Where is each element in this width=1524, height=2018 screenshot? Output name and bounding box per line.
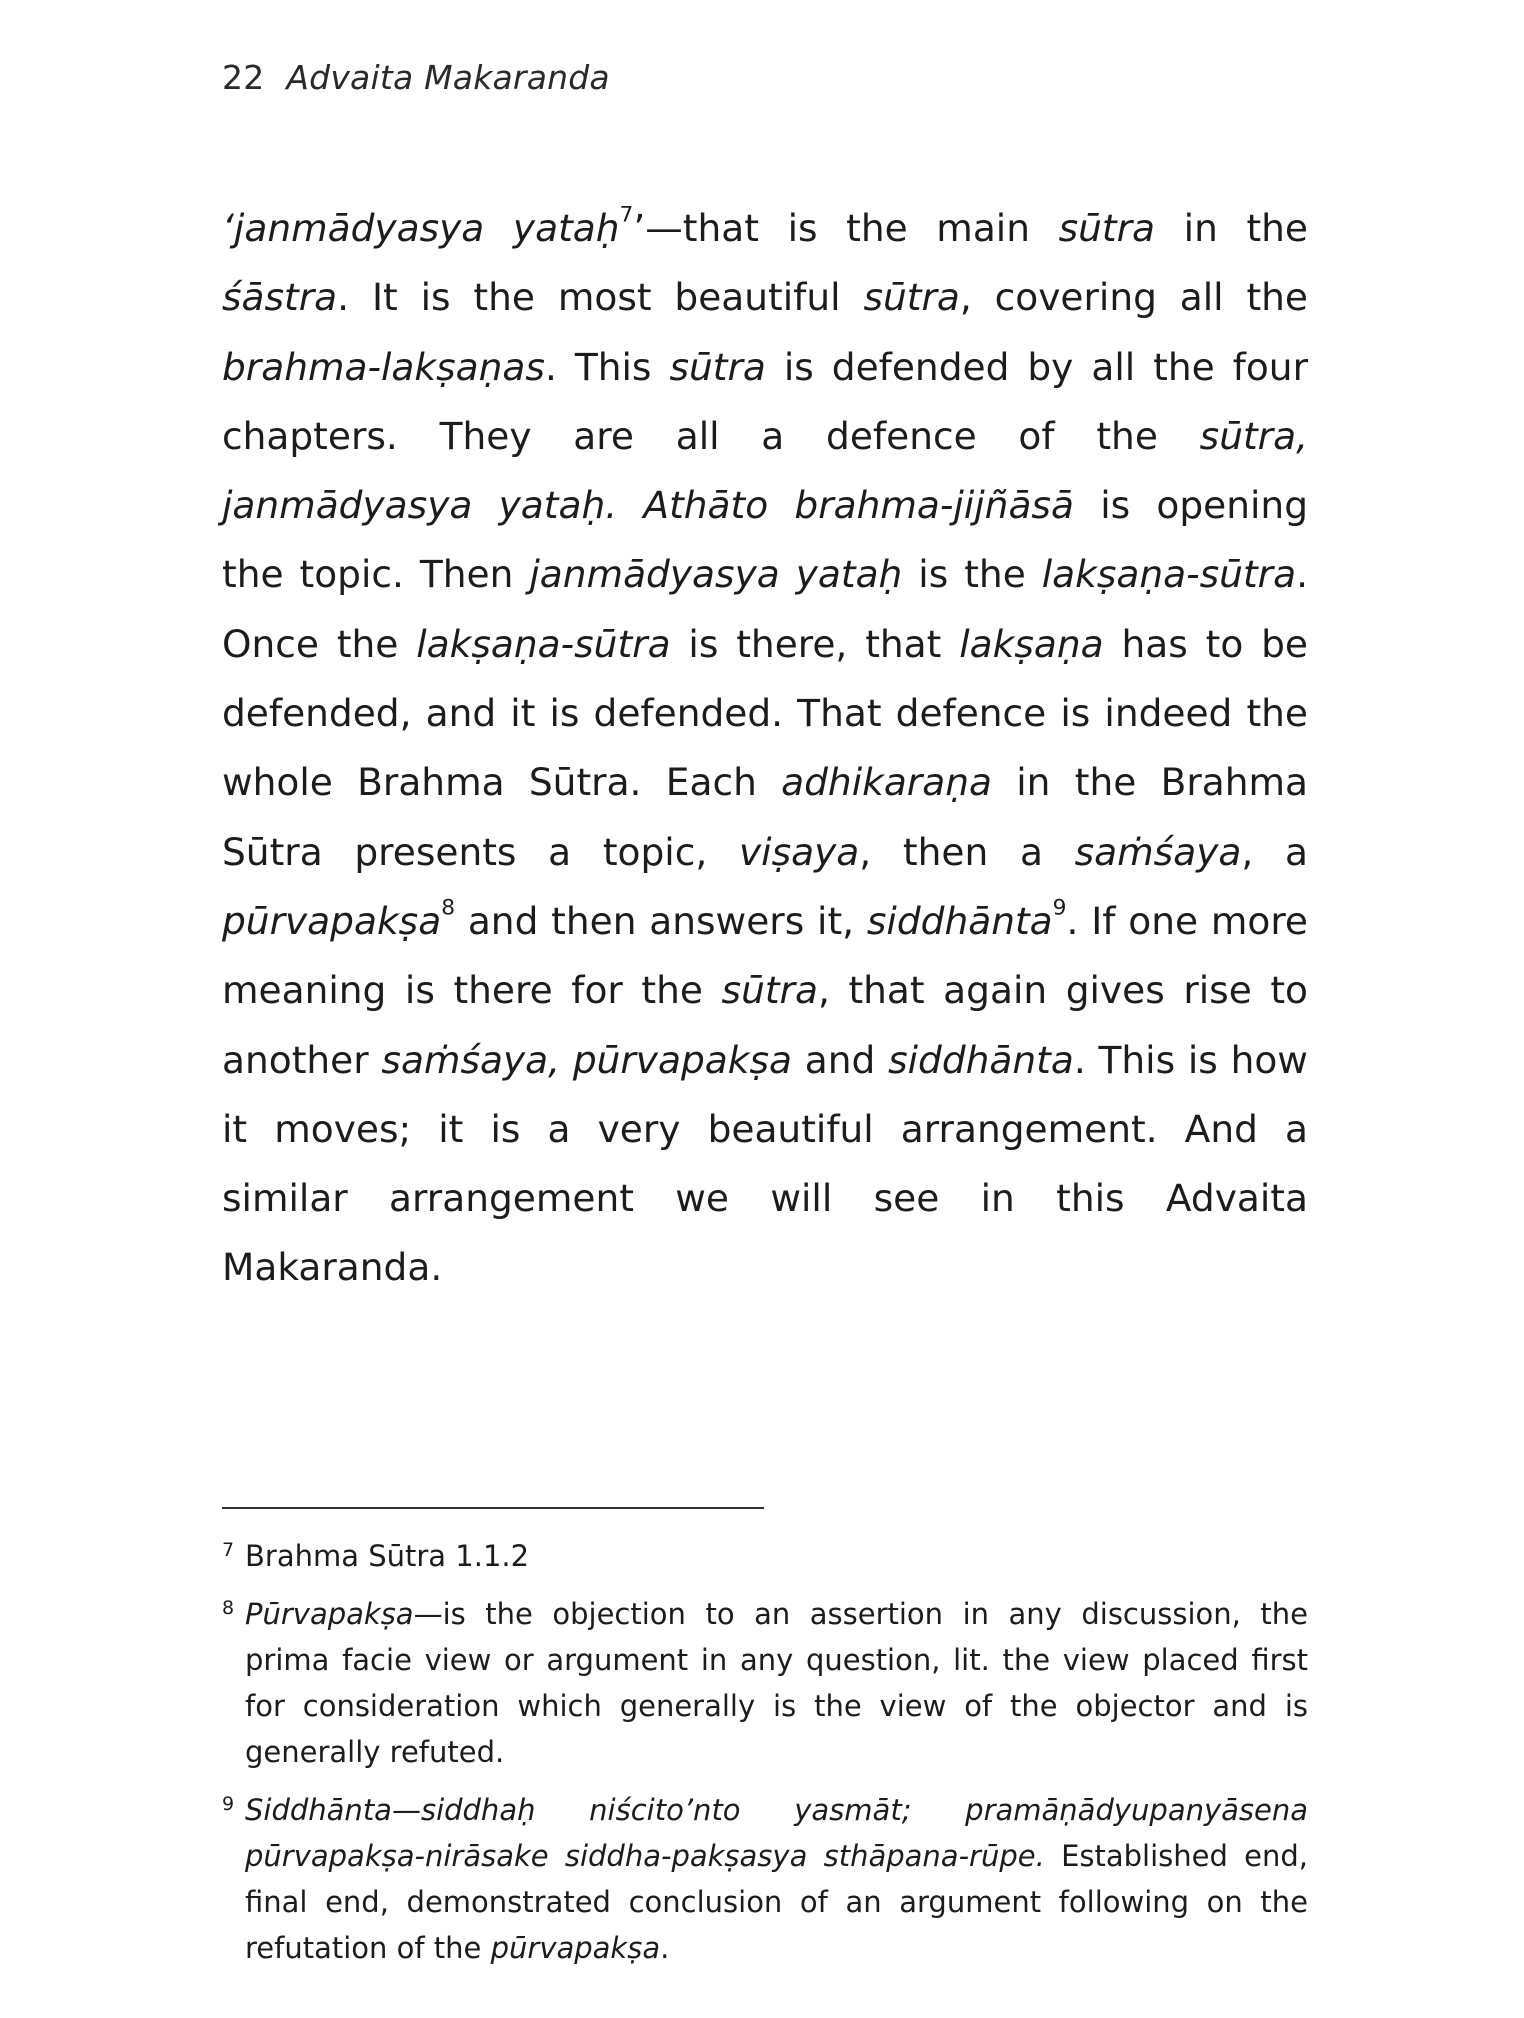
- body-text: [222, 194, 1308, 1303]
- footnote-8: [222, 1591, 1308, 1775]
- italic-term: saṁśaya, pūrvapakṣa: [381, 1037, 792, 1082]
- italic-term: Pūrvapakṣa: [245, 1597, 414, 1631]
- text-run: Established end, final end, demonstrated conclusion of an argument following on the refutation of the: [245, 1839, 1309, 1965]
- text-run: has to be defended, and it is defended. That defence is indeed the whole Brahma Sūtra. Each: [222, 621, 1308, 805]
- italic-term: siddhānta: [866, 898, 1053, 943]
- italic-term: ‘janmādyasya yataḥ: [222, 206, 620, 250]
- text-run: . This is how it moves; it is a very beautiful arrangement. And a similar arrangement we will see in this Advaita Makaranda.: [222, 1037, 1308, 1290]
- italic-term: siddhānta: [888, 1037, 1074, 1082]
- text-run: , then a: [859, 829, 1075, 874]
- footnote-reference: 9: [1052, 895, 1067, 921]
- italic-term: lakṣaṇa-sūtra: [1041, 552, 1297, 597]
- footnote-reference: 8: [441, 895, 456, 921]
- italic-term: lakṣaṇa-sūtra: [416, 621, 671, 666]
- italic-term: adhikaraṇa: [781, 760, 992, 805]
- footnote-separator: [222, 1507, 764, 1509]
- italic-term: janmādyasya yataḥ: [529, 552, 903, 597]
- text-run: and then answers it,: [455, 898, 867, 943]
- text-run: is defended by all the four chapters. They are all a defence of the: [222, 344, 1308, 458]
- italic-term: sūtra: [863, 275, 960, 320]
- main-paragraph: [222, 194, 1308, 1303]
- text-run: , covering all the: [959, 275, 1309, 320]
- italic-term: pūrvapakṣa: [490, 1931, 661, 1965]
- italic-term: Siddhānta—siddhaḥ niścito’nto yasmāt; pramāṇādyupanyāsena pūrvapakṣa-nirāsake siddha-pakṣasya sthāpana-rūpe.: [245, 1793, 1308, 1873]
- italic-term: pūrvapakṣa: [222, 898, 442, 943]
- text-run: , a: [1241, 829, 1308, 874]
- text-run: —is the objection to an assertion in any discussion, the prima facie view or argument in any question, lit. the view placed first for consideration which generally is the view of the objector and is generally refuted.: [245, 1597, 1308, 1769]
- text-run: in the: [1155, 206, 1308, 250]
- text-run: is opening the topic. Then: [222, 483, 1308, 597]
- italic-term: saṁśaya: [1074, 829, 1242, 874]
- text-run: , that again gives rise to another: [222, 968, 1308, 1082]
- text-run: . If one more meaning is there for the: [222, 898, 1308, 1013]
- text-run: is there, that: [670, 621, 960, 666]
- footnote-number: 8: [222, 1597, 235, 1619]
- italic-term: śāstra: [222, 275, 338, 320]
- text-run: . Once the: [222, 552, 1308, 666]
- italic-term: sūtra: [669, 344, 766, 389]
- page-number: 22: [222, 58, 265, 97]
- text-run: Brahma Sūtra 1.1.2: [245, 1539, 530, 1573]
- text-run: . This: [544, 344, 670, 389]
- footnotes: [222, 1533, 1308, 1983]
- running-head: [222, 58, 610, 97]
- footnote-number: 7: [222, 1539, 235, 1561]
- italic-term: viṣaya: [738, 829, 860, 874]
- text-run: and: [792, 1037, 889, 1082]
- text-run: .: [660, 1931, 670, 1965]
- footnote-9: [222, 1787, 1308, 1971]
- text-run: is the: [902, 552, 1042, 597]
- text-run: in the Brahma Sūtra presents a topic,: [222, 760, 1308, 874]
- italic-term: brahma-lakṣaṇas: [222, 344, 545, 389]
- book-title: Advaita Makaranda: [286, 58, 610, 97]
- footnote-number: 9: [222, 1793, 235, 1815]
- italic-term: sūtra: [721, 968, 818, 1013]
- italic-term: sūtra: [1058, 206, 1156, 250]
- italic-term: lakṣaṇa: [959, 621, 1104, 666]
- footnote-7: [222, 1533, 1308, 1579]
- text-run: ’—that is the main: [633, 206, 1059, 250]
- italic-term: sūtra, janmādyasya yataḥ. Athāto brahma-jijñāsā: [222, 413, 1308, 528]
- footnote-reference: 7: [619, 202, 634, 228]
- text-run: . It is the most beautiful: [337, 275, 864, 320]
